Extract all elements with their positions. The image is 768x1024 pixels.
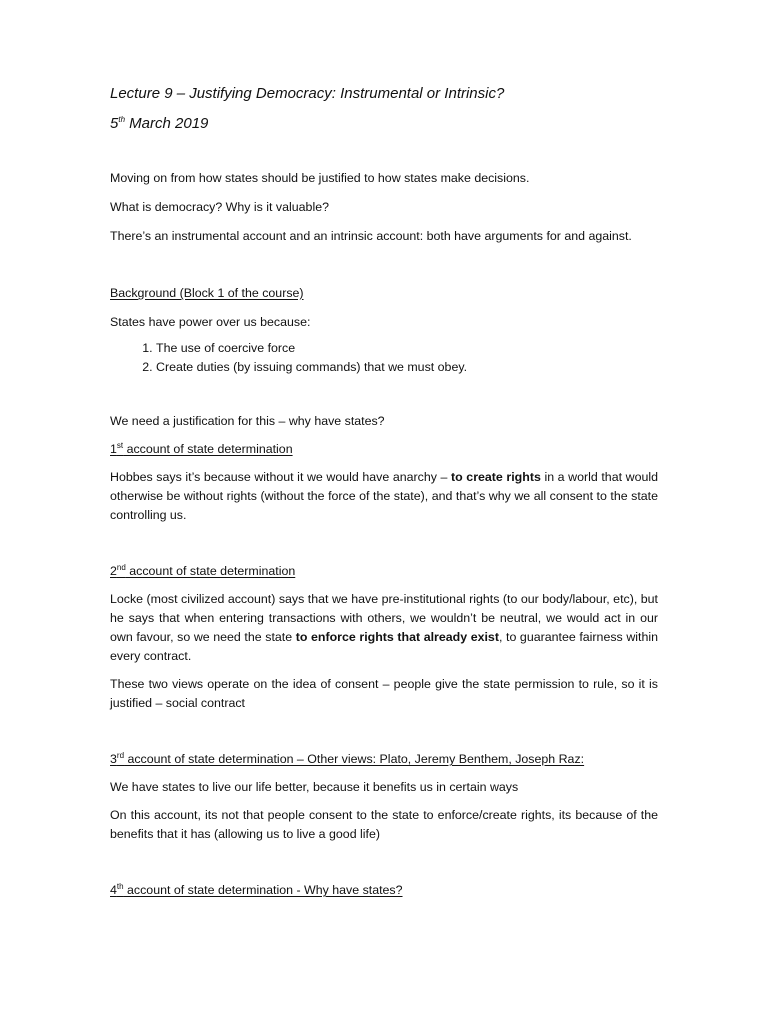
account-2-suffix: nd bbox=[116, 562, 126, 572]
lecture-date bbox=[110, 114, 658, 134]
intro-paragraph-3: There’s an instrumental account and an intrinsic account: both have arguments for and against. bbox=[110, 229, 632, 243]
account-1-text-bold: to create rights bbox=[451, 470, 541, 484]
background-heading: Background (Block 1 of the course) bbox=[110, 286, 304, 300]
account-4-suffix: th bbox=[116, 881, 124, 891]
date-rest: March 2019 bbox=[125, 115, 209, 132]
account-1-number: 1 bbox=[110, 442, 117, 456]
account-4-heading bbox=[110, 881, 658, 900]
background-lead: States have power over us because: bbox=[110, 315, 311, 329]
intro-paragraph-2: What is democracy? Why is it valuable? bbox=[110, 200, 329, 214]
account-2-heading-text: account of state determination bbox=[125, 564, 296, 578]
consent-paragraph: These two views operate on the idea of consent – people give the state permission to rule, so it is justified – social contract bbox=[110, 677, 658, 710]
account-3-line-2: On this account, its not that people consent to the state to enforce/create rights, its because of the benefits that it has (allowing us to live a good life) bbox=[110, 808, 658, 841]
account-3-number: 3 bbox=[110, 752, 117, 766]
account-3-heading bbox=[110, 750, 658, 769]
background-list bbox=[110, 339, 658, 377]
account-1-text-start: Hobbes says it’s because without it we would have anarchy – bbox=[110, 470, 452, 484]
account-2-text-end: , to guarantee fairness within every contract. bbox=[110, 630, 659, 663]
account-1-text bbox=[110, 468, 658, 525]
account-2-text-bold: to enforce rights that already exist bbox=[295, 630, 499, 644]
account-3-line-1: We have states to live our life better, because it benefits us in certain ways bbox=[110, 780, 519, 794]
account-2-number: 2 bbox=[110, 564, 117, 578]
lecture-title: Lecture 9 – Justifying Democracy: Instrumental or Intrinsic? bbox=[110, 85, 505, 102]
account-1-suffix: st bbox=[116, 440, 124, 450]
account-1-heading bbox=[110, 440, 658, 459]
account-1-text-end: in a world that would otherwise be without rights (without the force of the state), and that’s why we all consent to the state controlling us. bbox=[110, 470, 659, 522]
justification-question: We need a justification for this – why have states? bbox=[110, 414, 385, 428]
account-2-heading bbox=[110, 562, 658, 581]
date-suffix: th bbox=[118, 115, 126, 124]
account-2-text bbox=[110, 590, 658, 666]
document-page bbox=[110, 84, 658, 900]
account-1-heading-text: account of state determination bbox=[123, 442, 293, 456]
account-2-text-start: Locke (most civilized account) says that we have pre-institutional rights (to our body/labour, etc), but he says that when entering transactions with others, we wouldn’t be neutral, we would act in our own favour, so we need the state bbox=[110, 592, 658, 644]
account-3-suffix: rd bbox=[116, 750, 125, 760]
list-item: 1. The use of coercive force bbox=[156, 339, 658, 358]
account-3-heading-text: account of state determination – Other views: Plato, Jeremy Benthem, Joseph Raz: bbox=[124, 752, 585, 766]
account-4-number: 4 bbox=[110, 883, 117, 897]
list-item: 2. Create duties (by issuing commands) that we must obey. bbox=[156, 358, 658, 377]
date-day: 5 bbox=[110, 115, 119, 132]
account-4-heading-text: account of state determination - Why have states? bbox=[123, 883, 403, 897]
intro-paragraph-1: Moving on from how states should be justified to how states make decisions. bbox=[110, 171, 530, 185]
